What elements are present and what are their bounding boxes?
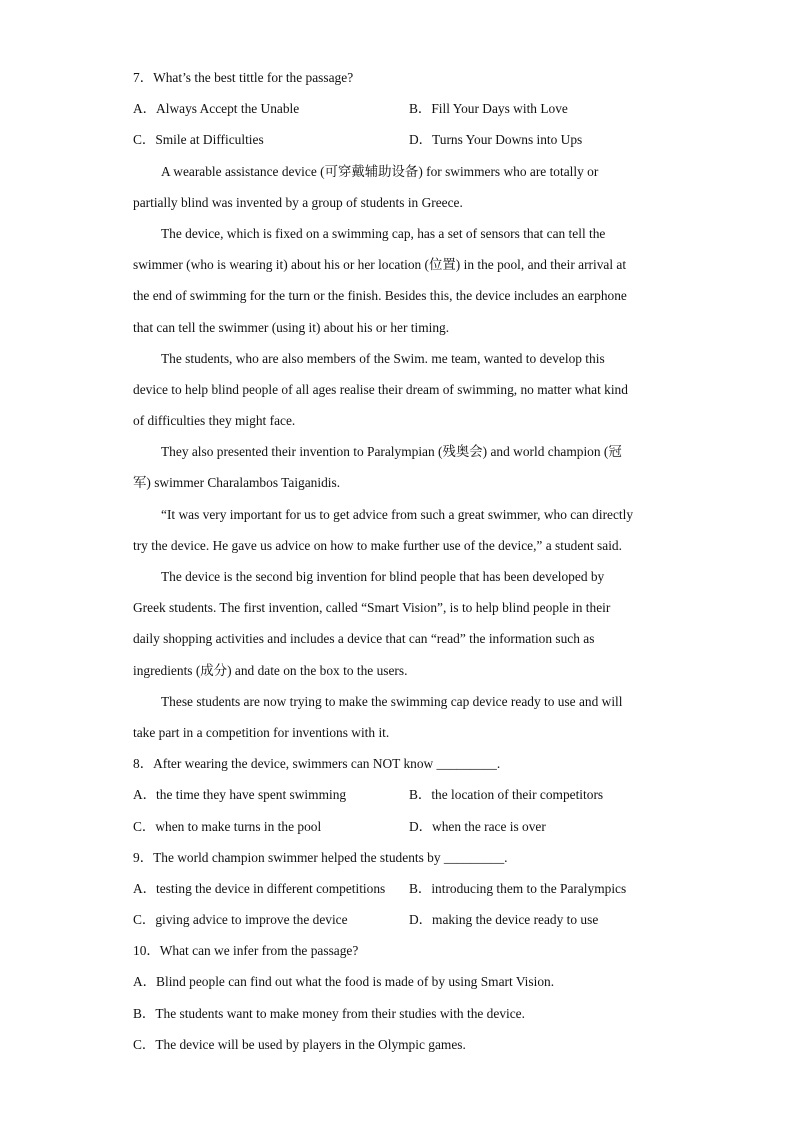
passage — [133, 156, 658, 749]
q10-option-a[interactable]: A．Blind people can find out what the food is made of by using Smart Vision. — [133, 974, 555, 990]
q7-option-d[interactable]: D．Turns Your Downs into Ups — [409, 132, 583, 148]
passage-p2-line-3: the end of swimming for the turn or the finish. Besides this, the device includes an earphone — [133, 288, 627, 304]
q10-option-c[interactable]: C．The device will be used by players in the Olympic games. — [133, 1036, 466, 1052]
passage-p5-line-1: “It was very important for us to get advice from such a great swimmer, who can directly — [161, 506, 634, 522]
passage-p5-line-2: try the device. He gave us advice on how to make further use of the device,” a student said. — [133, 537, 622, 553]
passage-p4-line-2: 军) swimmer Charalambos Taiganidis. — [133, 475, 341, 491]
q8-options-row-1 — [133, 779, 658, 810]
q7-options-row-1 — [133, 93, 658, 124]
passage-p2-line-4: that can tell the swimmer (using it) about his or her timing. — [133, 319, 450, 335]
q7-option-b[interactable]: B．Fill Your Days with Love — [409, 101, 568, 117]
q8-option-d[interactable]: D．when the race is over — [409, 818, 546, 834]
passage-p2-line-2: swimmer (who is wearing it) about his or her location (位置) in the pool, and their arrival at — [133, 257, 627, 273]
passage-p3-line-2: device to help blind people of all ages realise their dream of swimming, no matter what kind — [133, 381, 628, 397]
q8-options-row-2 — [133, 811, 658, 842]
passage-p6-line-4: ingredients (成分) and date on the box to the users. — [133, 662, 408, 678]
q9-options-row-2 — [133, 904, 658, 935]
q7-option-c[interactable]: C．Smile at Difficulties — [133, 132, 264, 148]
q9-option-c[interactable]: C．giving advice to improve the device — [133, 912, 348, 928]
q9-options-row-1 — [133, 873, 658, 904]
q8-option-a[interactable]: A．the time they have spent swimming — [133, 787, 347, 803]
q7-stem: 7．What’s the best tittle for the passage? — [133, 70, 354, 85]
q7-options-row-2 — [133, 124, 658, 155]
q7-option-a[interactable]: A．Always Accept the Unable — [133, 101, 300, 117]
q10-option-b[interactable]: B．The students want to make money from their studies with the device. — [133, 1005, 525, 1021]
q9-option-a[interactable]: A．testing the device in different competitions — [133, 880, 386, 896]
q8-option-c[interactable]: C．when to make turns in the pool — [133, 818, 322, 834]
passage-p1-line-1: A wearable assistance device (可穿戴辅助设备) for swimmers who are totally or — [161, 163, 599, 179]
passage-p7-line-1: These students are now trying to make the swimming cap device ready to use and will — [161, 693, 623, 709]
q8-option-b[interactable]: B．the location of their competitors — [409, 787, 604, 803]
q9-option-b[interactable]: B．introducing them to the Paralympics — [409, 880, 627, 896]
q8-stem: 8．After wearing the device, swimmers can NOT know _________. — [133, 756, 501, 772]
document-page — [133, 62, 658, 1060]
q10-stem: 10．What can we infer from the passage? — [133, 943, 359, 959]
passage-p3-line-1: The students, who are also members of the Swim. me team, wanted to develop this — [161, 350, 605, 366]
passage-p7-line-2: take part in a competition for inventions with it. — [133, 724, 390, 740]
passage-p4-line-1: They also presented their invention to Paralympian (残奥会) and world champion (冠 — [161, 444, 622, 460]
q9-stem: 9．The world champion swimmer helped the students by _________. — [133, 849, 508, 865]
passage-p1-line-2: partially blind was invented by a group of students in Greece. — [133, 194, 463, 210]
passage-p6-line-1: The device is the second big invention for blind people that has been developed by — [161, 569, 605, 584]
passage-p2-line-1: The device, which is fixed on a swimming cap, has a set of sensors that can tell the — [161, 225, 606, 241]
passage-p3-line-3: of difficulties they might face. — [133, 413, 296, 429]
passage-p6-line-3: daily shopping activities and includes a device that can “read” the information such as — [133, 631, 595, 647]
passage-p6-line-2: Greek students. The first invention, called “Smart Vision”, is to help blind people in their — [133, 600, 611, 616]
q9-option-d[interactable]: D．making the device ready to use — [409, 912, 599, 928]
